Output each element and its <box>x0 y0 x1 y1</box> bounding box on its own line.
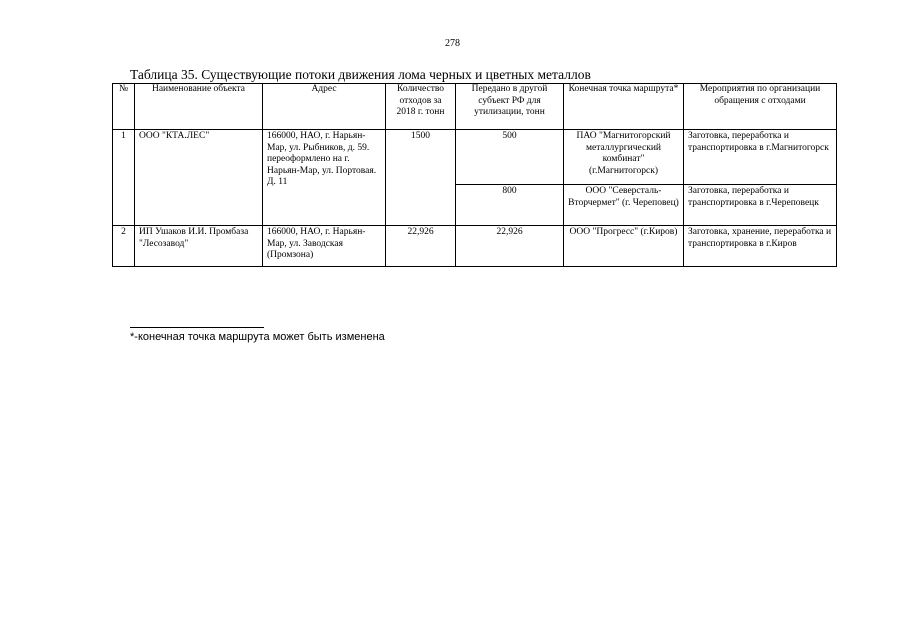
header-measures: Мероприятия по организации обращения с отходами <box>684 84 837 130</box>
waste-quantity: 1500 <box>386 130 456 226</box>
footnote-divider <box>130 327 264 328</box>
row-number: 2 <box>113 226 135 267</box>
waste-quantity: 22,926 <box>386 226 456 267</box>
scrap-metal-flows-table <box>112 83 837 267</box>
header-object-name: Наименование объекта <box>135 84 263 130</box>
route-endpoint: ПАО "Магнитогорский металлургический комбинат" (г.Магнитогорск) <box>564 130 684 185</box>
transferred-amount: 22,926 <box>456 226 564 267</box>
transferred-amount: 800 <box>456 185 564 226</box>
transferred-amount: 500 <box>456 130 564 185</box>
row-number: 1 <box>113 130 135 226</box>
object-name: ООО "КТА.ЛЕС" <box>135 130 263 226</box>
header-number: № <box>113 84 135 130</box>
table-header-row <box>113 84 837 130</box>
table-row <box>113 130 837 185</box>
waste-measures: Заготовка, хранение, переработка и транспортировка в г.Киров <box>684 226 837 267</box>
footnote: *-конечная точка маршрута может быть изменена <box>130 331 385 343</box>
route-endpoint: ООО "Северсталь-Вторчермет" (г. Череповец) <box>564 185 684 226</box>
object-name: ИП Ушаков И.И. Промбаза "Лесозавод" <box>135 226 263 267</box>
table-caption: Таблица 35. Существующие потоки движения лома черных и цветных металлов <box>130 67 591 82</box>
waste-measures: Заготовка, переработка и транспортировка в г.Магнитогорск <box>684 130 837 185</box>
waste-measures: Заготовка, переработка и транспортировка в г.Череповецк <box>684 185 837 226</box>
route-endpoint: ООО "Прогресс" (г.Киров) <box>564 226 684 267</box>
header-endpoint: Конечная точка маршрута* <box>564 84 684 130</box>
header-quantity: Количество отходов за 2018 г. тонн <box>386 84 456 130</box>
object-address: 166000, НАО, г. Нарьян-Мар, ул. Заводская (Промзона) <box>263 226 386 267</box>
object-address: 166000, НАО, г. Нарьян-Мар, ул. Рыбников, д. 59. переоформлено на г. Нарьян-Мар, ул. Портовая. Д. 11 <box>263 130 386 226</box>
header-transferred: Передано в другой субъект РФ для утилизации, тонн <box>456 84 564 130</box>
table-row <box>113 226 837 267</box>
header-address: Адрес <box>263 84 386 130</box>
page-number: 278 <box>445 38 460 49</box>
